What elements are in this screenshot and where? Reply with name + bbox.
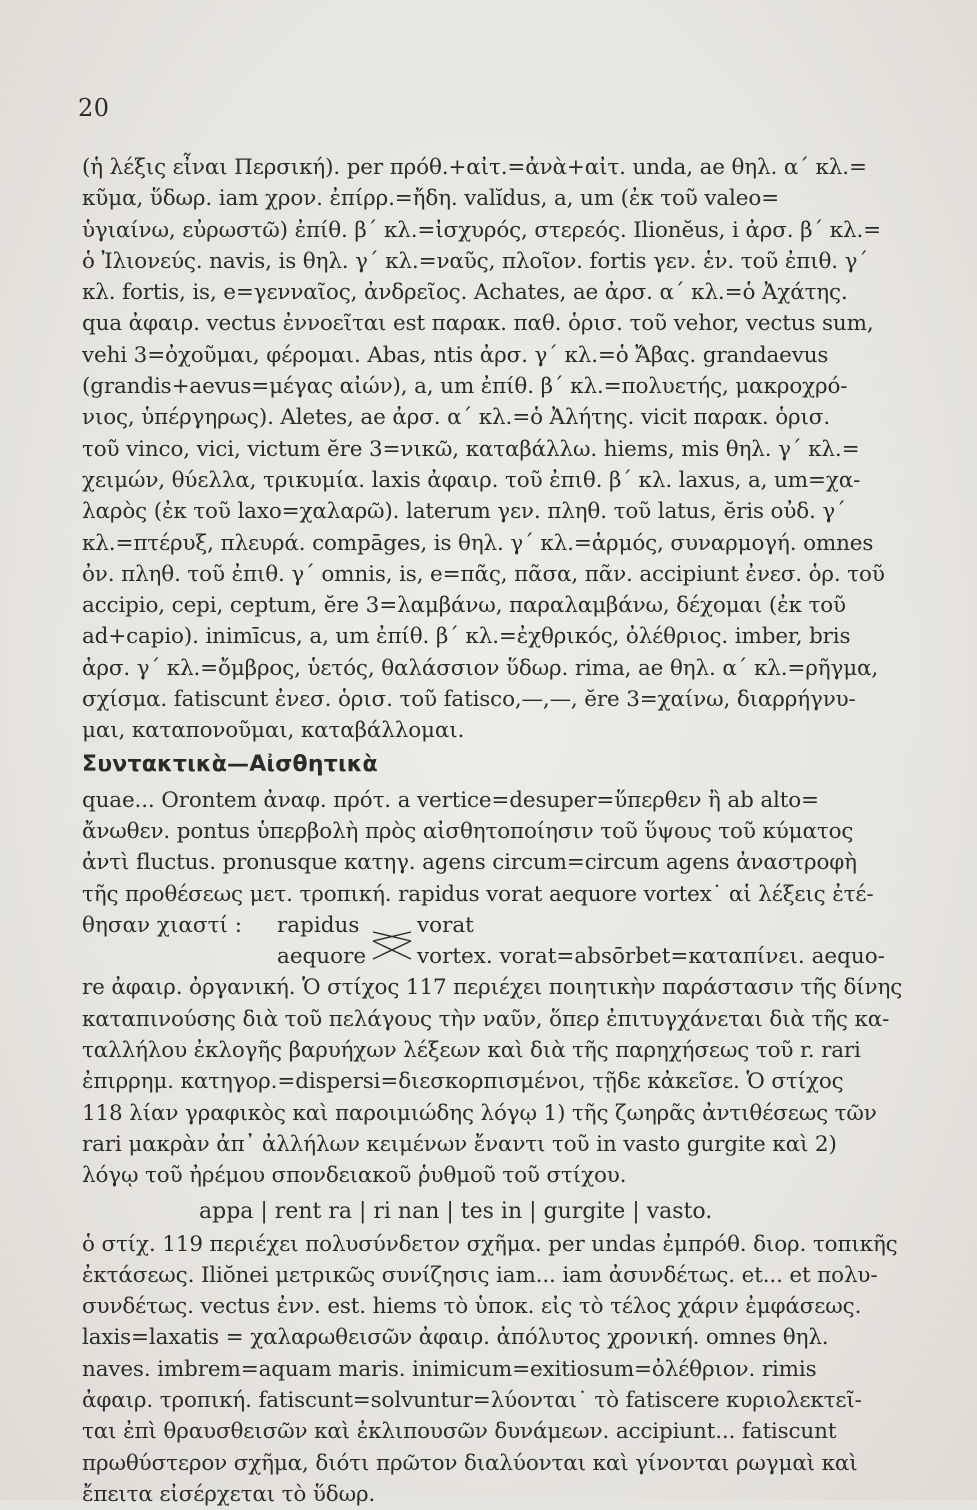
text-line: ται ἐπὶ θραυσθεισῶν καὶ ἐκλιπουσῶν δυνάμεων. accipiunt... fatiscunt (82, 1416, 972, 1447)
text-line: ὁ Ἰλιονεύς. navis, is θηλ. γ΄ κλ.=ναῦς, πλοῖον. fortis γεν. ἑν. τοῦ ἐπιθ. γ΄ (82, 246, 972, 277)
text-line: (ἡ λέξις εἶναι Περσική). per πρόθ.+αἰτ.=ἀνὰ+αἰτ. unda, ae θηλ. α΄ κλ.= (82, 152, 972, 183)
text-line: κλ. fortis, is, e=γενναῖος, ἀνδρεῖος. Achates, ae ἀρσ. α΄ κλ.=ὁ Ἀχάτης. (82, 277, 972, 308)
text-line: ἐκτάσεως. Iliŏnei μετρικῶς συνίζησις iam... iam ἀσυνδέτως. et... et πολυ- (82, 1260, 972, 1291)
text-line: μαι, καταπονοῦμαι, καταβάλλομαι. (82, 715, 972, 746)
text-line: ὀν. πληθ. τοῦ ἐπιθ. γ΄ omnis, is, e=πᾶς, πᾶσα, πᾶν. accipiunt ἐνεσ. ὁρ. τοῦ (82, 559, 972, 590)
chiasm-top-left-word: rapidus (277, 910, 367, 941)
chiasm-bottom-right-text: vortex. vorat=absōrbet=καταπίνει. aequo- (417, 941, 885, 972)
text-line: laxis=laxatis = χαλαρωθεισῶν ἀφαιρ. ἀπόλυτος χρονική. omnes θηλ. (82, 1322, 972, 1353)
final-notes (82, 1229, 972, 1510)
page-number: 20 (78, 94, 110, 122)
text-line: ad+capio). inimīcus, a, um ἐπίθ. β΄ κλ.=ἐχθρικός, ὀλέθριος. imber, bris (82, 621, 972, 652)
chiasm-cross-upper (367, 910, 417, 941)
text-line: τῆς προθέσεως μετ. τροπική. rapidus vorat aequore vortex˙ αἱ λέξεις ἐτέ- (82, 879, 972, 910)
text-line: (grandis+aevus=μέγας αἰών), a, um ἐπίθ. β΄ κλ.=πολυετής, μακροχρό- (82, 371, 972, 402)
text-line: accipio, cepi, ceptum, ĕre 3=λαμβάνω, παραλαμβάνω, δέχομαι (ἐκ τοῦ (82, 590, 972, 621)
text-line: τοῦ vinco, vici, victum ĕre 3=νικῶ, καταβάλλω. hiems, mis θηλ. γ΄ κλ.= (82, 434, 972, 465)
vocabulary-notes (82, 152, 972, 747)
text-line: ἀντὶ fluctus. pronusque κατηγ. agens circum=circum agens ἀναστροφὴ (82, 847, 972, 878)
text-line: quae... Orontem ἀναφ. πρότ. a vertice=desuper=ὕπερθεν ἢ ab alto= (82, 785, 972, 816)
text-line: qua ἀφαιρ. vectus ἐννοεῖται est παρακ. παθ. ὁρισ. τοῦ vehor, vectus sum, (82, 308, 972, 339)
chiasm-top-row (82, 910, 972, 941)
chiasm-bottom-row (82, 941, 972, 972)
text-line: καταπινούσης διὰ τοῦ πελάγους τὴν ναῦν, ὅπερ ἐπιτυγχάνεται διὰ τῆς κα- (82, 1004, 972, 1035)
text-line: κλ.=πτέρυξ, πλευρά. compāges, is θηλ. γ΄ κλ.=ἁρμός, συναρμογή. omnes (82, 528, 972, 559)
text-line: συνδέτως. vectus ἐνν. est. hiems τὸ ὑποκ. εἰς τὸ τέλος χάριν ἐμφάσεως. (82, 1291, 972, 1322)
text-line: χειμών, θύελλα, τρικυμία. laxis ἀφαιρ. τοῦ ἐπιθ. β΄ κλ. laxus, a, um=χα- (82, 465, 972, 496)
text-line: πρωθύστερον σχῆμα, διότι πρῶτον διαλύονται καὶ γίνονται ρωγμαὶ καὶ (82, 1448, 972, 1479)
text-line: vehi 3=ὀχοῦμαι, φέρομαι. Abas, ntis ἀρσ. γ΄ κλ.=ὁ Ἄβας. grandaevus (82, 340, 972, 371)
text-line: νιος, ὑπέργηρως). Aletes, ae ἀρσ. α΄ κλ.=ὁ Ἀλήτης. vicit παρακ. ὁρισ. (82, 402, 972, 433)
text-line: ταλλήλου ἐκλογῆς βαρυήχων λέξεων καὶ διὰ τῆς παρηχήσεως τοῦ r. rari (82, 1035, 972, 1066)
verse-scansion: appa | rent ra | ri nan | tes in | gurgite | vasto. (199, 1195, 972, 1229)
text-line: rari μακρὰν ἀπ᾽ ἀλλήλων κειμένων ἔναντι τοῦ in vasto gurgite καὶ 2) (82, 1129, 972, 1160)
chiasm-diagram (82, 910, 972, 973)
text-line: naves. imbrem=aquam maris. inimicum=exitiosum=ὀλέθριον. rimis (82, 1354, 972, 1385)
syntax-notes (82, 785, 972, 910)
text-line: ἔπειτα εἰσέρχεται τὸ ὕδωρ. (82, 1479, 972, 1510)
commentary-text (82, 152, 972, 1510)
text-line: 118 λίαν γραφικὸς καὶ παροιμιώδης λόγῳ 1) τῆς ζωηρᾶς ἀντιθέσεως τῶν (82, 1098, 972, 1129)
section-heading: Συντακτικὰ—Αἰσθητικὰ (82, 745, 972, 785)
text-line: λαρὸς (ἐκ τοῦ laxo=χαλαρῶ). laterum γεν. πληθ. τοῦ latus, ĕris οὐδ. γ΄ (82, 496, 972, 527)
chiasm-lead-text: θησαν χιαστί : (82, 910, 277, 941)
text-line: σχίσμα. fatiscunt ἐνεσ. ὁρισ. τοῦ fatisco,—,—, ĕre 3=χαίνω, διαρρήγνυ- (82, 684, 972, 715)
text-line: ἄνωθεν. pontus ὑπερβολὴ πρὸς αἰσθητοποίησιν τοῦ ὕψους τοῦ κύματος (82, 816, 972, 847)
text-line: ἀφαιρ. τροπική. fatiscunt=solvuntur=λύονται˙ τὸ fatiscere κυριολεκτεῖ- (82, 1385, 972, 1416)
text-line: κῦμα, ὕδωρ. iam χρον. ἐπίρρ.=ἤδη. valĭdus, a, um (ἐκ τοῦ valeo= (82, 183, 972, 214)
text-line: λόγῳ τοῦ ἠρέμου σπονδειακοῦ ῥυθμοῦ τοῦ στίχου. (82, 1160, 972, 1191)
text-line: ἐπιρρημ. κατηγορ.=dispersi=διεσκορπισμένοι, τῇδε κἀκεῖσε. Ὁ στίχος (82, 1066, 972, 1097)
text-line: re ἀφαιρ. ὀργανική. Ὁ στίχος 117 περιέχει ποιητικὴν παράστασιν τῆς δίνης (82, 972, 972, 1003)
text-line: ὑγιαίνω, εὐρωστῶ) ἐπίθ. β΄ κλ.=ἰσχυρός, στερεός. Ilionĕus, i ἀρσ. β΄ κλ.= (82, 215, 972, 246)
chiasm-cross-lower (367, 941, 417, 972)
text-line: ἀρσ. γ΄ κλ.=ὄμβρος, ὑετός, θαλάσσιον ὕδωρ. rima, ae θηλ. α΄ κλ.=ρῆγμα, (82, 653, 972, 684)
analysis-notes (82, 972, 972, 1191)
text-line: ὁ στίχ. 119 περιέχει πολυσύνδετον σχῆμα. per undas ἐμπρόθ. διορ. τοπικῆς (82, 1229, 972, 1260)
chiasm-top-right-word: vorat (417, 910, 474, 941)
chiasm-bottom-left-word: aequore (277, 941, 367, 972)
